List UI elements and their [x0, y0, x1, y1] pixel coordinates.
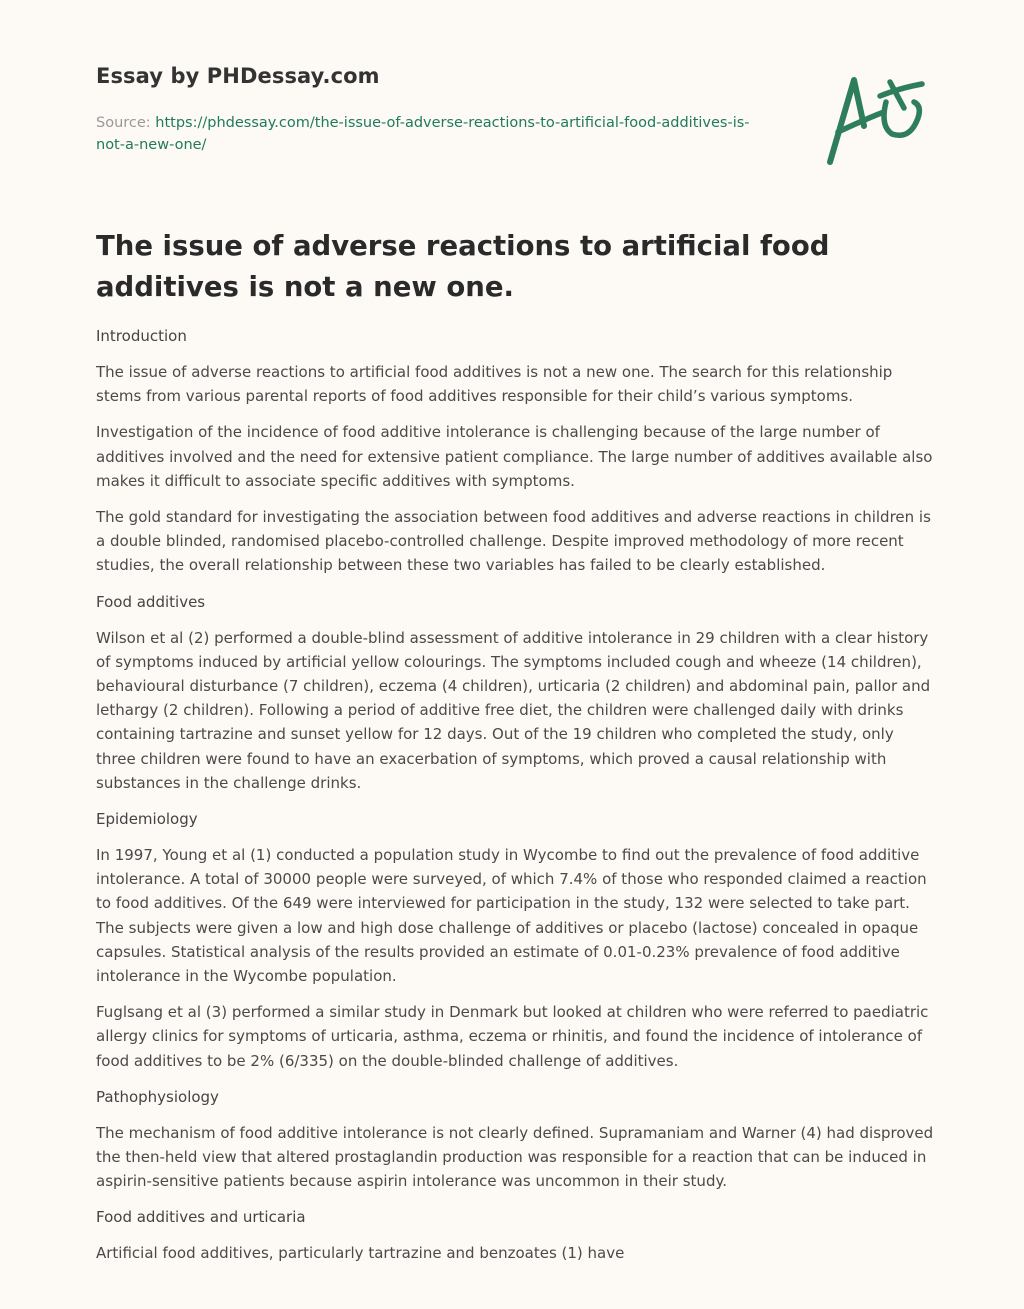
- section-heading: Pathophysiology: [96, 1087, 219, 1106]
- site-brand: Essay by PHDessay.com: [96, 64, 380, 88]
- source-link[interactable]: https://phdessay.com/the-issue-of-adverse-reactions-to-artificial-food-additives-is-not-a-new-one/: [96, 115, 750, 153]
- section-heading: Epidemiology: [96, 810, 198, 829]
- paragraph: Fuglsang et al (3) performed a similar study in Denmark but looked at children who were referred to paediatric allergy clinics for symptoms of urticaria, asthma, eczema or rhinitis, and found the incidence of intolerance of food additives to be 2% (6/335) on the double-blinded challenge of additives.: [96, 1003, 929, 1070]
- paragraph: The mechanism of food additive intolerance is not clearly defined. Supramaniam and Warner (4) had disproved the then-held view that altered prostaglandin production was responsible for a reaction that can be induced in aspirin-sensitive patients because aspirin intolerance was uncommon in their study.: [96, 1123, 934, 1191]
- section-heading: Food additives and urticaria: [96, 1208, 306, 1227]
- paragraph: Wilson et al (2) performed a double-blind assessment of additive intolerance in 29 children with a clear history of symptoms induced by artificial yellow colourings. The symptoms included cough and wheeze (14 children), behavioural disturbance (7 children), eczema (4 children), urticaria (2 children) and abdominal pain, pallor and lethargy (2 children). Following a period of additive free diet, the children were challenged daily with drinks containing tartrazine and sunset yellow for 12 days. Out of the 19 children who completed the study, only three children were found to have an exacerbation of symptoms, which proved a causal relationship with substances in the challenge drinks.: [96, 628, 931, 792]
- paragraph: The issue of adverse reactions to artificial food additives is not a new one. The search for this relationship stems from various parental reports of food additives responsible for their child’s various symptoms.: [96, 363, 893, 406]
- a-plus-logo-icon: [818, 68, 930, 168]
- source-line: [96, 112, 776, 156]
- section-heading: Introduction: [96, 327, 187, 345]
- paragraph: In 1997, Young et al (1) conducted a population study in Wycombe to find out the prevalence of food additive intolerance. A total of 30000 people were surveyed, of which 7.4% of those who responded claimed a reaction to food additives. Of the 649 were interviewed for participation in the study, 132 were selected to take part. The subjects were given a low and high dose challenge of additives or placebo (lactose) concealed in opaque capsules. Statistical analysis of the results provided an estimate of 0.01-0.23% prevalence of food additive intolerance in the Wycombe population.: [96, 846, 927, 986]
- paragraph: The gold standard for investigating the association between food additives and adverse reactions in children is a double blinded, randomised placebo-controlled challenge. Despite improved methodology of more recent studies, the overall relationship between these two variables has failed to be clearly established.: [96, 508, 931, 575]
- paragraph: Investigation of the incidence of food additive intolerance is challenging because of the large number of additives involved and the need for extensive patient compliance. The large number of additives available also makes it difficult to associate specific additives with symptoms.: [96, 423, 933, 490]
- article-body: [96, 324, 936, 1278]
- article-title: The issue of adverse reactions to artificial food additives is not a new one.: [96, 230, 830, 303]
- section-heading: Food additives: [96, 592, 206, 611]
- paragraph: Artificial food additives, particularly tartrazine and benzoates (1) have: [96, 1244, 625, 1263]
- source-label: Source:: [96, 115, 156, 131]
